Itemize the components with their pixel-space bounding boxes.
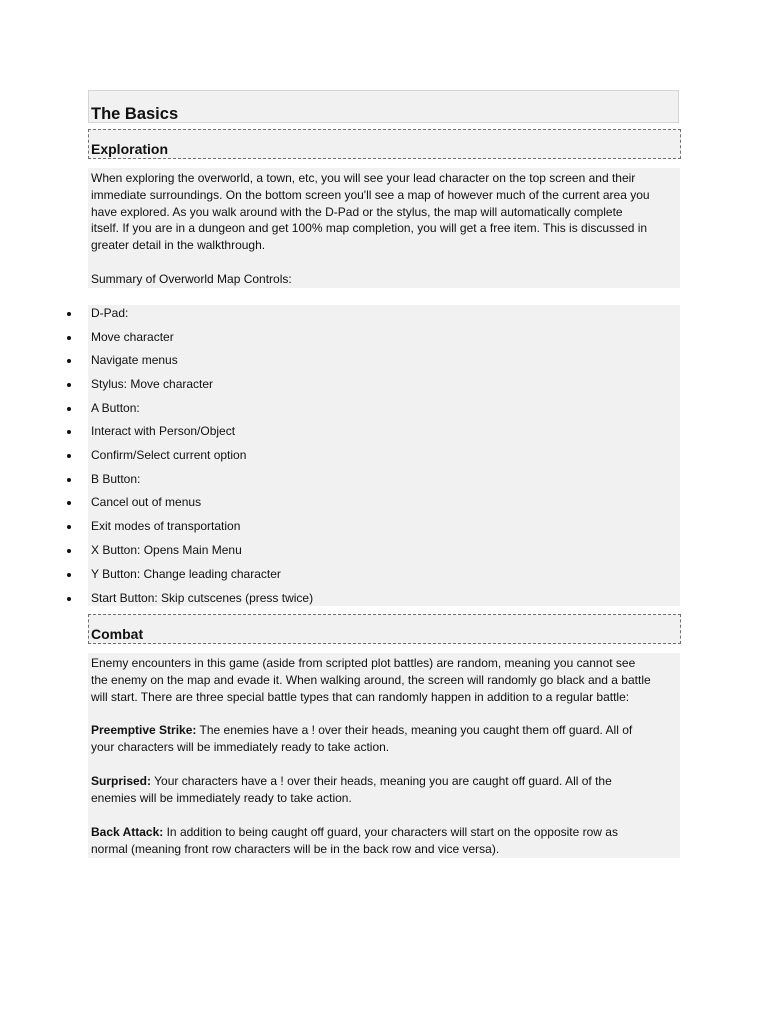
bullet-icon (67, 359, 71, 363)
controls-summary-label: Summary of Overworld Map Controls: (91, 272, 292, 286)
bullet-icon (67, 525, 71, 529)
bullet-icon (67, 549, 71, 553)
exploration-line: itself. If you are in a dungeon and get 100% map completion, you will get a free item. This is discussed in (91, 221, 648, 236)
exploration-line: have explored. As you walk around with the D-Pad or the stylus, the map will automatically complete (91, 204, 623, 219)
surprised-text: enemies will be immediately ready to take action. (91, 790, 352, 805)
list-item (91, 471, 140, 487)
bullet-icon (67, 478, 71, 482)
list-item-text: Move character (91, 330, 174, 344)
section-title: The Basics (91, 105, 179, 123)
exploration-line: immediate surroundings. On the bottom screen you'll see a map of however much of the current area you (91, 187, 650, 202)
preemptive-strike-text: your characters will be immediately ready to take action. (91, 739, 390, 754)
combat-intro-line: will start. There are three special battle types that can randomly happen in addition to a regular battle: (91, 689, 630, 704)
list-item (91, 305, 128, 321)
list-item-text: X Button: Opens Main Menu (91, 543, 242, 557)
bullet-icon (67, 336, 71, 340)
bullet-icon (67, 407, 71, 411)
exploration-paragraph (91, 170, 679, 254)
list-item-text: B Button: (91, 472, 141, 486)
list-item-text: Interact with Person/Object (91, 424, 236, 438)
combat-heading-box (88, 614, 681, 644)
list-item (91, 566, 281, 582)
back-attack-term: Back Attack: (91, 825, 164, 839)
list-item-text: Start Button: Skip cutscenes (press twice) (91, 591, 314, 605)
surprised-text: Your characters have a ! over their heads, meaning you are caught off guard. All of the (151, 774, 612, 788)
list-item-text: Y Button: Change leading character (91, 567, 281, 581)
list-item-text: D-Pad: (91, 306, 129, 320)
list-item (91, 494, 201, 510)
list-item (91, 400, 140, 416)
combat-intro-line: Enemy encounters in this game (aside from scripted plot battles) are random, meaning you cannot see (91, 656, 636, 670)
exploration-line: When exploring the overworld, a town, etc, you will see your lead character on the top screen and their (91, 171, 636, 185)
list-item (91, 542, 242, 558)
preemptive-strike-text: The enemies have a ! over their heads, meaning you caught them off guard. All of (196, 723, 633, 737)
list-item-text: Confirm/Select current option (91, 448, 247, 462)
bullet-icon (67, 597, 71, 601)
bullet-icon (67, 573, 71, 577)
list-item-text: Navigate menus (91, 353, 178, 367)
combat-heading: Combat (91, 626, 144, 642)
surprised-term: Surprised: (91, 774, 152, 788)
section-title-box (88, 90, 679, 123)
list-item (91, 352, 178, 368)
back-attack-text: normal (meaning front row characters will be in the back row and vice versa). (91, 841, 500, 856)
bullet-icon (67, 501, 71, 505)
bullet-icon (67, 454, 71, 458)
list-item (91, 329, 174, 345)
exploration-heading: Exploration (91, 141, 169, 157)
bullet-icon (67, 383, 71, 387)
list-item (91, 376, 213, 392)
combat-intro-paragraph (91, 655, 679, 705)
exploration-heading-box (88, 129, 681, 159)
list-item (91, 423, 235, 439)
back-attack-paragraph (91, 824, 679, 858)
preemptive-strike-paragraph (91, 722, 679, 756)
list-item-text: Stylus: Move character (91, 377, 214, 391)
exploration-line: greater detail in the walkthrough. (91, 238, 266, 253)
preemptive-strike-term: Preemptive Strike: (91, 723, 197, 737)
list-item-text: A Button: (91, 401, 140, 415)
list-item (91, 447, 246, 463)
surprised-paragraph (91, 773, 679, 807)
list-item-text: Cancel out of menus (91, 495, 202, 509)
list-item (91, 518, 240, 534)
combat-intro-line: the enemy on the map and evade it. When walking around, the screen will randomly go black and a battle (91, 672, 651, 687)
list-item-text: Exit modes of transportation (91, 519, 241, 533)
back-attack-text: In addition to being caught off guard, your characters will start on the opposite row as (163, 825, 618, 839)
list-item (91, 590, 313, 606)
bullet-icon (67, 312, 71, 316)
bullet-icon (67, 430, 71, 434)
